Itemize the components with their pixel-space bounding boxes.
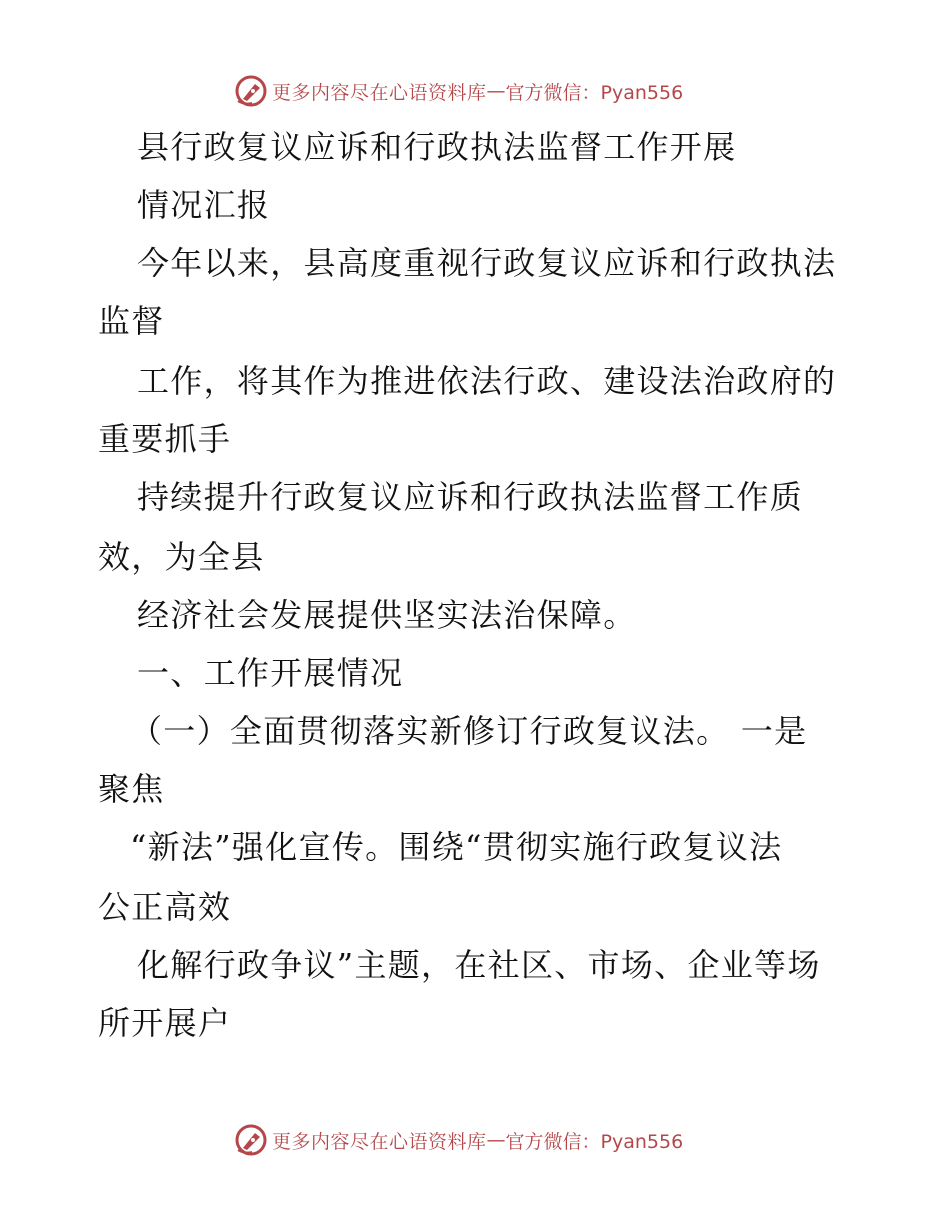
watermark-contact: 官方微信：Pyan556 bbox=[505, 1130, 684, 1153]
paragraph-line: 经济社会发展提供坚实法治保障。 bbox=[137, 596, 637, 634]
paragraph-line: 重要抓手 bbox=[98, 420, 232, 458]
paragraph-line: 监督 bbox=[98, 302, 165, 340]
watermark-separator: — bbox=[486, 1129, 506, 1151]
pen-nib-logo-icon bbox=[234, 74, 268, 108]
header-watermark bbox=[234, 73, 714, 109]
document-title-line-2: 情况汇报 bbox=[137, 186, 271, 224]
watermark-contact: 官方微信：Pyan556 bbox=[505, 81, 684, 104]
paragraph-line: 持续提升行政复议应诉和行政执法监督工作质 bbox=[137, 478, 804, 516]
section-heading: 一、工作开展情况 bbox=[137, 654, 404, 692]
subsection-heading: （一）全面贯彻落实新修订行政复议法。 一是 bbox=[130, 712, 808, 750]
paragraph-line: “新法”强化宣传。围绕“贯彻实施行政复议法 bbox=[130, 828, 783, 866]
paragraph-line: 工作，将其作为推进依法行政、建设法治政府的 bbox=[137, 362, 837, 400]
paragraph-line: 效，为全县 bbox=[98, 538, 265, 576]
document-title-line-1: 县行政复议应诉和行政执法监督工作开展 bbox=[137, 128, 737, 166]
paragraph-line: 今年以来，县高度重视行政复议应诉和行政执法 bbox=[137, 244, 837, 282]
watermark-text: 更多内容尽在心语资料库 bbox=[272, 81, 487, 104]
watermark-separator: — bbox=[486, 80, 506, 102]
paragraph-line: 公正高效 bbox=[98, 888, 232, 926]
footer-watermark bbox=[234, 1122, 714, 1158]
paragraph-line: 化解行政争议”主题，在社区、市场、企业等场 bbox=[137, 946, 821, 984]
watermark-text: 更多内容尽在心语资料库 bbox=[272, 1130, 487, 1153]
paragraph-line: 聚焦 bbox=[98, 770, 165, 808]
pen-nib-logo-icon bbox=[234, 1123, 268, 1157]
paragraph-line: 所开展户 bbox=[98, 1004, 232, 1042]
